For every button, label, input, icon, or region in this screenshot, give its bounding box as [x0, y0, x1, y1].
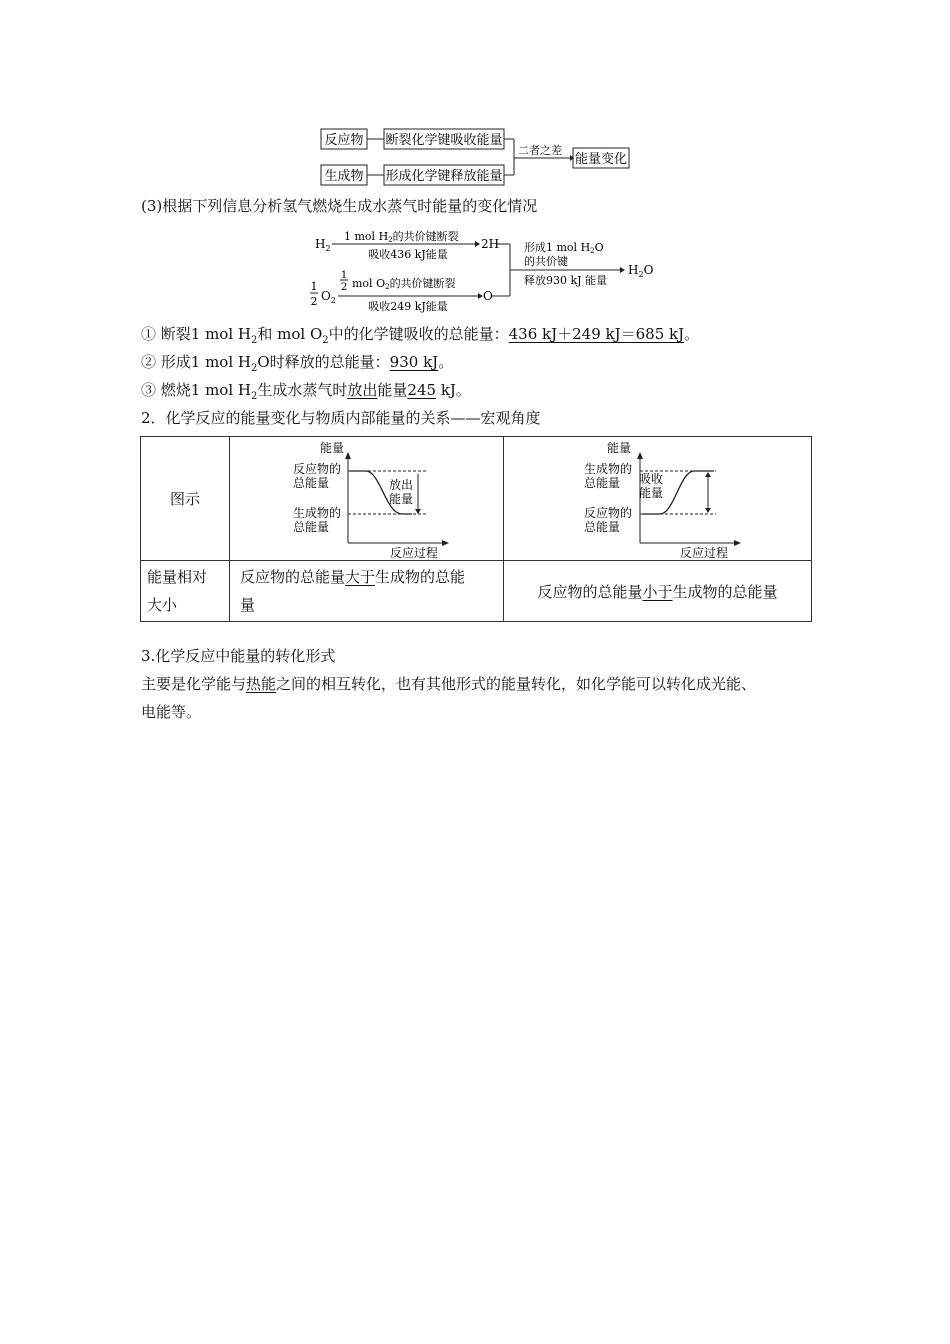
paragraph-blank: 热能 [246, 675, 277, 693]
answer-2-blank: 930 kJ [389, 353, 439, 371]
exothermic-blank: 大于 [345, 568, 376, 586]
o2-half-numerator: 1 [340, 270, 348, 281]
graph-left-x-axis: 反应过程 [390, 546, 439, 560]
form-h2o-bond-label: 形成1 mol H2O [524, 241, 604, 255]
graph-left-arrow-label-1: 放出 [389, 478, 414, 492]
section-3-heading: (3)根据下列信息分析氢气燃烧生成水蒸气时能量的变化情况 [141, 197, 538, 215]
hydrogen-combustion-diagram [302, 226, 662, 314]
endothermic-blank: 小于 [642, 582, 673, 601]
o2-absorb-label: 吸收249 kJ能量 [368, 300, 448, 313]
graph-right-top-label-1: 生成物的 [584, 462, 633, 476]
product-box-label: 生成物 [324, 169, 364, 184]
h2-absorb-label: 吸收436 kJ能量 [368, 248, 448, 261]
o-atom: O [483, 289, 493, 303]
o2-reactant: $O_2$ [321, 289, 336, 305]
break-bond-box-label: 断裂化学键吸收能量 [385, 133, 503, 148]
graph-right-y-axis: 能量 [607, 441, 632, 455]
o2-bond-break-label: mol O2的共价键断裂 [352, 277, 456, 291]
answer-3-blank-1: 放出 [347, 381, 378, 399]
graph-left-bottom-label-1: 生成物的 [293, 506, 342, 520]
graph-right-bottom-label-2: 总能量 [584, 520, 621, 534]
answer-2: ② 形成1 mol $H_2O$时释放的总能量：930 kJ。 [141, 353, 454, 374]
exothermic-energy-graph [230, 437, 503, 560]
reactant-box-label: 反应物 [324, 133, 364, 148]
answer-3-blank-2: 245 [407, 381, 437, 399]
endothermic-graph-cell [504, 437, 812, 561]
graph-right-top-label-2: 总能量 [584, 476, 621, 490]
answer-1: ① 断裂1 mol $H_2$和 mol $O_2$中的化学键吸收的总能量：436 kJ＋249 kJ＝685 kJ。 [141, 325, 700, 346]
row-label-relative-energy: 能量相对 大小 [141, 561, 230, 622]
graph-right-x-axis: 反应过程 [680, 546, 729, 560]
section-2-heading: 2．化学反应的能量变化与物质内部能量的关系——宏观角度 [141, 409, 541, 427]
graph-right-arrow-label-1: 吸收 [639, 472, 664, 486]
half-numerator: 1 [310, 280, 318, 293]
graph-left-y-axis: 能量 [320, 441, 345, 455]
h2-bond-break-label: 1 mol H2的共价键断裂 [344, 230, 459, 244]
exothermic-graph-cell [230, 437, 504, 561]
graph-right-arrow-label-2: 能量 [639, 486, 664, 500]
graph-left-top-label-1: 反应物的 [293, 462, 342, 476]
energy-change-box-label: 能量变化 [574, 152, 628, 167]
endothermic-comparison-cell: 反应物的总能量小于生成物的总能量 [504, 561, 812, 622]
paragraph-line-1: 主要是化学能与热能之间的相互转化，也有其他形式的能量转化，如化学能可以转化成光能、 [141, 675, 757, 693]
difference-label: 二者之差 [518, 144, 562, 157]
covalent-bond-label: 的共价键 [524, 255, 568, 268]
energy-comparison-table [140, 436, 812, 622]
answer-3: ③ 燃烧1 mol $H_2$生成水蒸气时放出能量245 kJ。 [141, 381, 471, 402]
release-energy-label: 释放930 kJ 能量 [524, 274, 608, 287]
graph-right-bottom-label-1: 反应物的 [584, 506, 633, 520]
graph-left-bottom-label-2: 总能量 [293, 520, 330, 534]
paragraph-line-2: 电能等。 [141, 703, 202, 721]
h2o-product: $H_2O$ [628, 263, 654, 279]
two-h-atoms: 2H [481, 237, 500, 251]
form-bond-box-label: 形成化学键释放能量 [385, 169, 503, 184]
exothermic-comparison-cell: 反应物的总能量大于生成物的总能 量 [230, 561, 504, 622]
section-3b-heading: 3.化学反应中能量的转化形式 [141, 647, 336, 665]
graph-left-arrow-label-2: 能量 [389, 492, 414, 506]
o2-half-denominator: 2 [340, 282, 348, 293]
graph-left-top-label-2: 总能量 [293, 476, 330, 490]
h2-reactant: $H_2$ [315, 237, 331, 253]
row-label-diagram: 图示 [141, 437, 230, 561]
bond-energy-flow-diagram [318, 126, 634, 188]
endothermic-energy-graph [504, 437, 811, 560]
answer-1-blank: 436 kJ＋249 kJ＝685 kJ [508, 325, 685, 343]
half-denominator: 2 [310, 295, 318, 308]
